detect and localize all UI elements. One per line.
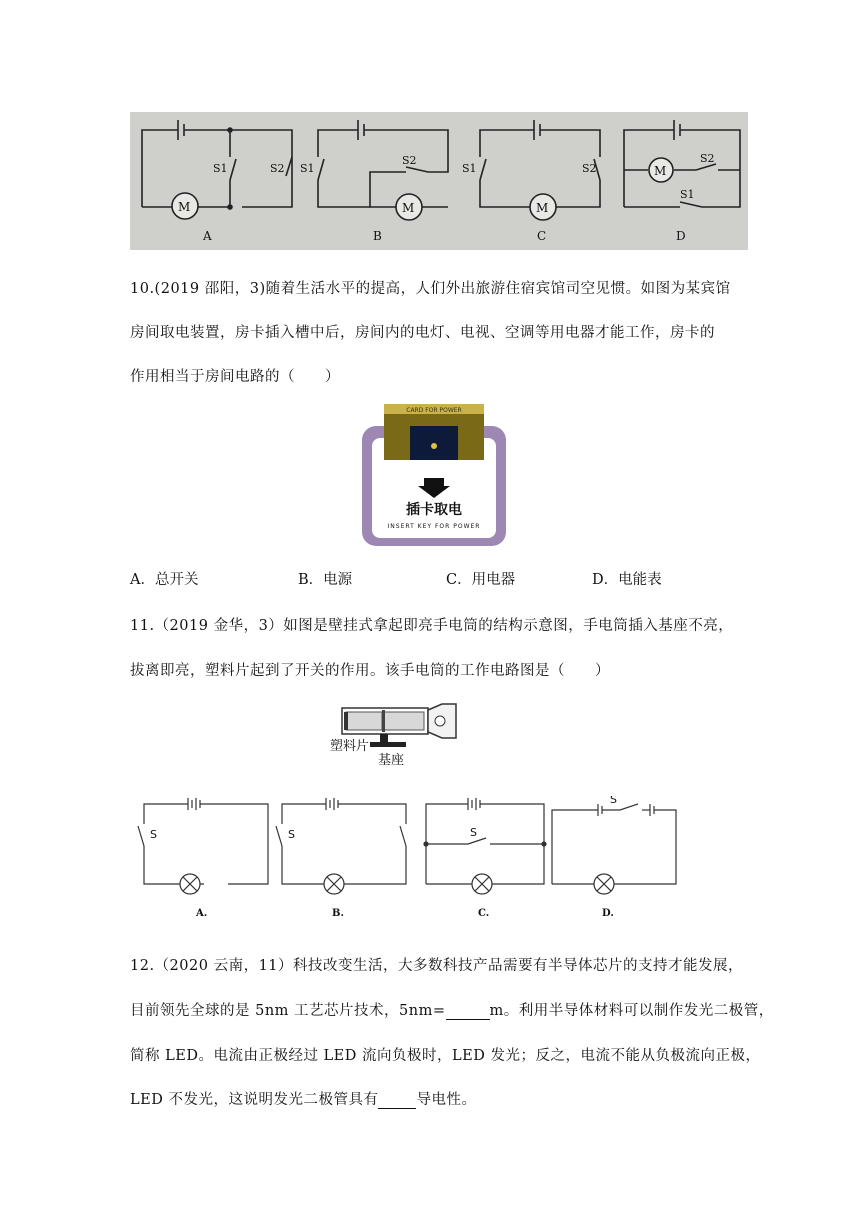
q10-text-line3: 作用相当于房间电路的（ ） [130, 369, 340, 385]
q12-text-line3: 简称 LED。电流由正极经过 LED 流向负极时，LED 发光；反之，电流不能从负极流向正极， [130, 1048, 761, 1064]
q11-text-line1: 11.（2019 金华，3）如图是壁挂式拿起即亮手电筒的结构示意图，手电筒插入基座不亮， [130, 618, 734, 634]
q11-label-d: D. [602, 908, 614, 919]
card-subcaption: INSERT KEY FOR POWER [387, 523, 481, 530]
card-power-slot-image [360, 404, 508, 548]
motor-label-a: M [178, 200, 191, 214]
q12-answer-blank-2[interactable] [378, 1092, 416, 1109]
svg-text:M: M [402, 201, 415, 215]
svg-text:S1: S1 [680, 188, 695, 201]
q11-circuit-option-c[interactable] [424, 798, 546, 919]
svg-text:S: S [470, 826, 477, 839]
svg-text:S1: S1 [213, 162, 228, 175]
q10-option-c[interactable]: C．用电器 [446, 572, 516, 588]
q11-circuit-options [134, 796, 694, 920]
q11-circuit-option-d[interactable] [552, 796, 676, 919]
q11-label-a: A. [196, 908, 208, 919]
svg-text:M: M [536, 201, 549, 215]
option-label-c: C [537, 229, 547, 243]
q10-option-a[interactable]: A．总开关 [130, 572, 199, 588]
svg-text:S: S [610, 796, 617, 806]
q10-text-line2: 房间取电装置，房卡插入槽中后，房间内的电灯、电视、空调等用电器才能工作，房卡的 [130, 325, 715, 341]
svg-text:S1: S1 [462, 162, 477, 175]
label-plastic-sheet: 塑料片 [330, 739, 370, 754]
option-label-b: B [373, 229, 382, 243]
circuit-option-c [462, 120, 600, 243]
label-base: 基座 [378, 753, 405, 766]
svg-text:S2: S2 [270, 162, 285, 175]
q11-text-line2: 拔离即亮，塑料片起到了开关的作用。该手电筒的工作电路图是（ ） [130, 663, 610, 679]
svg-text:M: M [654, 164, 667, 178]
q11-label-c: C. [478, 908, 490, 919]
svg-text:S2: S2 [402, 154, 417, 167]
circuit-option-b [300, 120, 448, 243]
q11-label-b: B. [332, 908, 344, 919]
circuit-option-d [624, 120, 740, 243]
q9-circuit-options-photo [130, 112, 748, 250]
svg-text:S1: S1 [300, 162, 315, 175]
svg-text:S: S [288, 828, 295, 841]
svg-text:S2: S2 [700, 152, 715, 165]
card-top-text: CARD FOR POWER [406, 407, 462, 414]
flashlight-diagram [330, 702, 466, 766]
card-caption: 插卡取电 [406, 502, 462, 518]
q12-text-line4: LED 不发光，这说明发光二极管具有 导电性。 [130, 1092, 477, 1108]
svg-text:S: S [150, 828, 157, 841]
q11-circuit-option-b[interactable] [276, 798, 406, 919]
q10-text-line1: 10.(2019 邵阳，3)随着生活水平的提高，人们外出旅游住宿宾馆司空见惯。如图为某宾馆 [130, 281, 731, 297]
option-label-a: A [203, 229, 212, 243]
option-label-d: D [676, 229, 686, 243]
circuit-option-a [142, 120, 292, 243]
svg-text:S2: S2 [582, 162, 597, 175]
q12-text-line2: 目前领先全球的是 5nm 工艺芯片技术，5nm= m。利用半导体材料可以制作发光二极管， [130, 1003, 774, 1019]
q11-circuit-option-a[interactable] [138, 798, 268, 919]
q12-answer-blank-1[interactable] [446, 1003, 490, 1020]
q10-option-d[interactable]: D．电能表 [592, 572, 662, 588]
q10-option-b[interactable]: B．电源 [298, 572, 353, 588]
q12-text-line1: 12.（2020 云南，11）科技改变生活，大多数科技产品需要有半导体芯片的支持才能发展， [130, 958, 744, 974]
